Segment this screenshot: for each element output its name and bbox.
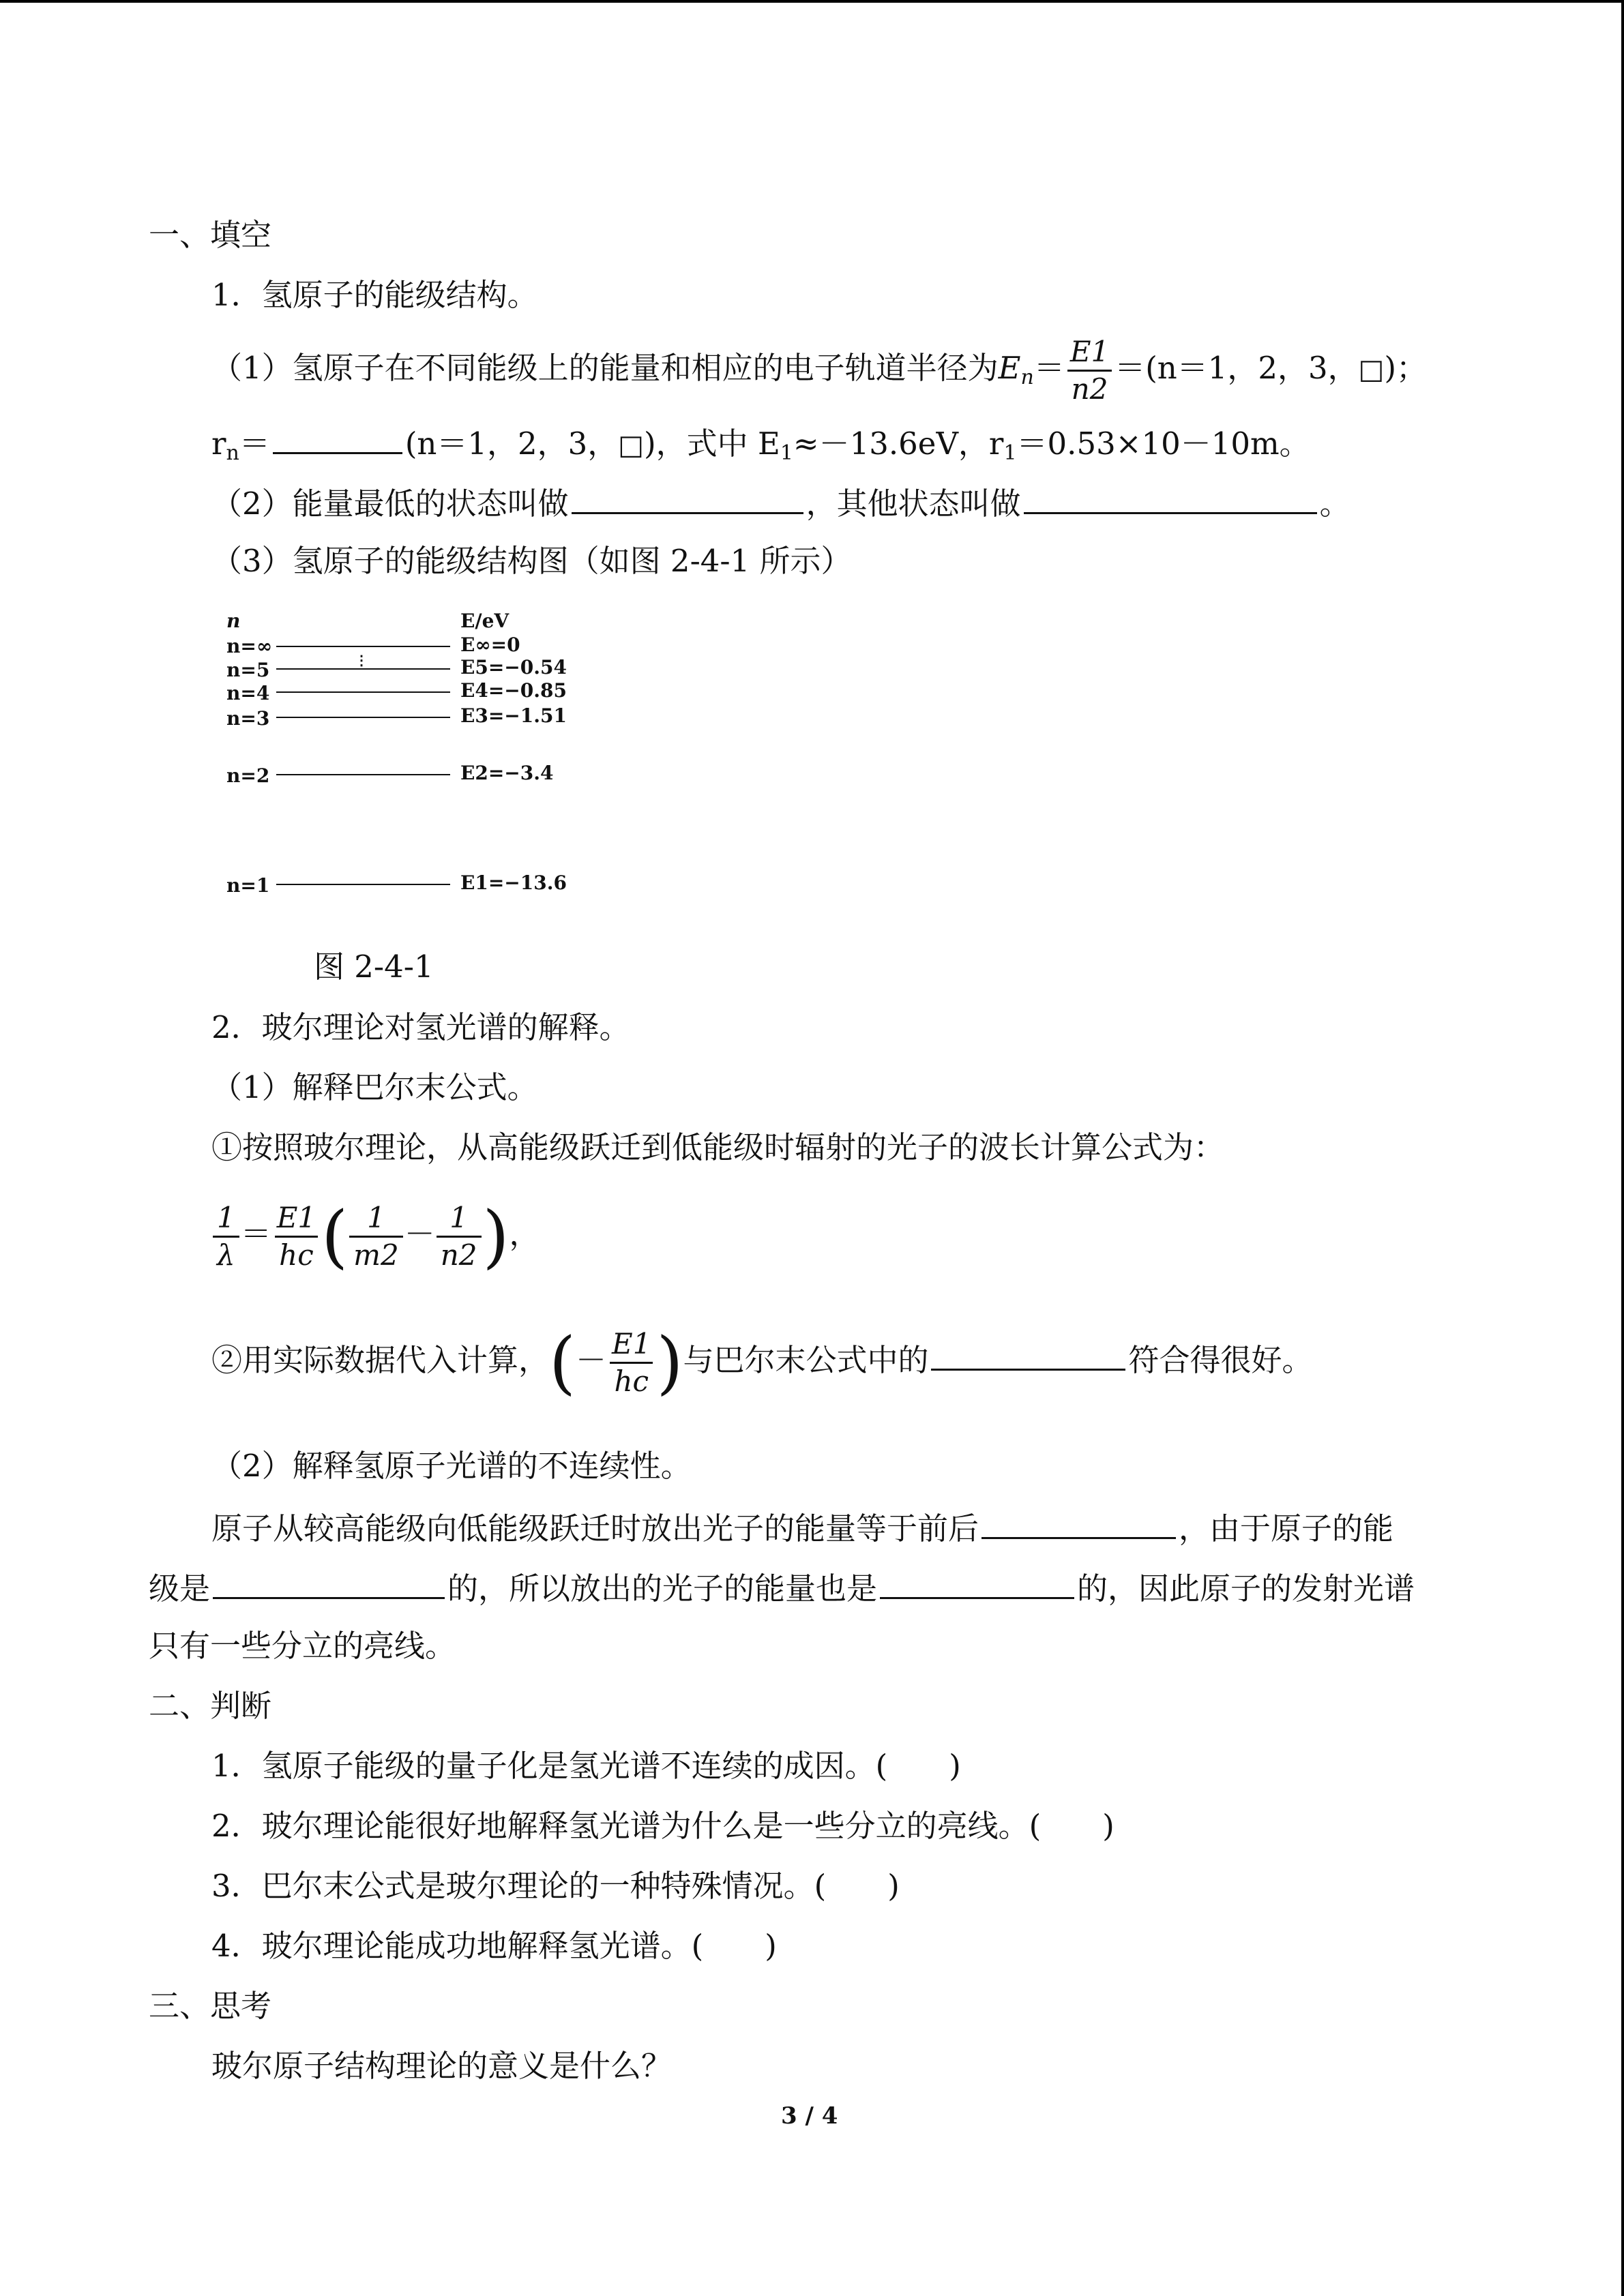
frac-1-m2-num: 1	[367, 1201, 385, 1234]
level-energy-n4: E4=−0.85	[460, 679, 567, 702]
balmer-explain: （1）解释巴尔末公式。	[211, 1069, 538, 1105]
discontinuity-explain: （2）解释氢原子光谱的不连续性。	[211, 1448, 692, 1484]
e1-sub: 1	[780, 441, 793, 465]
wavelength-formula	[211, 1196, 540, 1277]
photon-energy-line-2	[149, 1566, 1415, 1609]
frac-1-n2-den: n2	[437, 1236, 482, 1273]
energy-difference-blank[interactable]	[981, 1506, 1176, 1539]
radius-where: )，式中 E	[644, 426, 780, 462]
level-label-n-inf: n=∞	[226, 635, 273, 657]
diagram-intro: （3）氢原子的能级结构图（如图 2-4-1 所示）	[211, 543, 852, 579]
energy-formula-end: )；	[1384, 350, 1428, 386]
energy-symbol-sub: n	[1020, 366, 1034, 389]
energy-fraction-den: n2	[1067, 370, 1112, 407]
equals-sign: ＝	[1033, 350, 1065, 386]
excited-state-text: ，其他状态叫做	[806, 486, 1021, 522]
formula-minus: －	[404, 1216, 435, 1252]
rydberg-blank[interactable]	[931, 1337, 1125, 1371]
ground-state-blank[interactable]	[572, 481, 803, 514]
level-energy-n2: E2=−3.4	[460, 762, 554, 784]
figure-caption: 图 2-4-1	[314, 949, 434, 985]
radius-formula-line	[211, 421, 1310, 474]
frac-e1-hc-2-num: E1	[612, 1327, 651, 1360]
judge-item-3: 3．巴尔末公式是玻尔理论的一种特殊情况。( )	[211, 1868, 900, 1904]
frac-e1-hc-2	[608, 1326, 655, 1399]
judge-item-4: 4．玻尔理论能成功地解释氢光谱。( )	[211, 1928, 777, 1964]
radius-symbol-sub: n	[226, 441, 239, 465]
photon-energy-line-3: 只有一些分立的亮线。	[149, 1628, 456, 1664]
frac-e1-hc-den: hc	[275, 1236, 318, 1273]
radius-equals: ＝	[239, 426, 270, 462]
radius-blank[interactable]	[273, 421, 402, 454]
photon-energy-text-d: 的，所以放出的光子的能量也是	[447, 1570, 878, 1607]
frac-1-n2	[437, 1200, 482, 1273]
frac-inverse-lambda-den: λ	[213, 1236, 239, 1273]
level-energy-n3: E3=−1.51	[460, 704, 567, 727]
ground-state-end: 。	[1319, 486, 1350, 522]
judge-item-2: 2．玻尔理论能很好地解释氢光谱为什么是一些分立的亮线。( )	[211, 1808, 1114, 1844]
photon-energy-line-1	[211, 1506, 1393, 1549]
rydberg-compare-end: 符合得很好。	[1128, 1342, 1313, 1378]
frac-inverse-lambda	[213, 1200, 239, 1273]
radius-range: (n＝1，2，3，	[404, 426, 619, 462]
think-question: 玻尔原子结构理论的意义是什么？	[211, 2048, 673, 2084]
left-paren: (	[321, 1196, 349, 1277]
section-2-title: 二、判断	[149, 1688, 272, 1724]
rydberg-compare-mid: 与巴尔末公式中的	[683, 1342, 929, 1378]
ground-state-text: （2）能量最低的状态叫做	[211, 486, 569, 522]
energy-level-diagram	[218, 603, 628, 910]
page-edge-top	[0, 0, 1624, 3]
frac-inverse-lambda-num: 1	[217, 1201, 235, 1234]
question-1-title: 1．氢原子的能级结构。	[211, 277, 538, 313]
judge-item-1: 1．氢原子能级的量子化是氢光谱不连续的成因。( )	[211, 1748, 961, 1784]
ellipsis-dots-icon: ⋮	[355, 652, 368, 668]
rydberg-compare-line	[211, 1322, 1313, 1403]
section-3-title: 三、思考	[149, 1988, 272, 2024]
level-label-n1: n=1	[226, 874, 270, 897]
level-energy-n5: E5=−0.54	[460, 656, 567, 679]
level-label-n3: n=3	[226, 707, 270, 730]
photon-energy-text-e: 的，因此原子的发射光谱	[1077, 1570, 1415, 1607]
box-symbol: □	[618, 430, 645, 461]
frac-1-n2-num: 1	[449, 1201, 468, 1234]
level-label-n4: n=4	[226, 682, 270, 704]
level-label-n2: n=2	[226, 764, 270, 787]
ground-state-line	[211, 481, 1350, 524]
r1-sub: 1	[1003, 441, 1017, 465]
right-paren: )	[656, 1322, 683, 1403]
energy-symbol: E	[998, 350, 1021, 386]
left-paren: (	[549, 1322, 576, 1403]
level-label-n5: n=5	[226, 659, 270, 681]
page-edge-right	[1621, 0, 1624, 2296]
r1-value: ＝0.53×10－10m。	[1016, 426, 1310, 462]
excited-state-blank[interactable]	[1024, 481, 1317, 514]
formula-minus: －	[576, 1342, 607, 1378]
formula-comma: ，	[509, 1216, 540, 1252]
frac-e1-hc	[273, 1200, 320, 1273]
page-number: 3 / 4	[781, 2102, 838, 2130]
level-energy-inf: E∞=0	[460, 633, 520, 656]
e1-value: ≈－13.6eV，r	[793, 426, 1004, 462]
wavelength-intro: ①按照玻尔理论，从高能级跃迁到低能级时辐射的光子的波长计算公式为：	[211, 1129, 1225, 1165]
section-1-title: 一、填空	[149, 217, 272, 253]
frac-e1-hc-num: E1	[276, 1201, 316, 1234]
box-symbol: □	[1358, 354, 1385, 385]
energy-formula-text: （1）氢原子在不同能级上的能量和相应的电子轨道半径为	[211, 350, 999, 386]
energy-formula-range: ＝(n＝1，2，3，	[1114, 350, 1359, 386]
level-energy-n1: E1=−13.6	[460, 871, 567, 894]
energy-fraction-num: E1	[1069, 335, 1110, 368]
photon-energy-text-b: ，由于原子的能	[1179, 1510, 1394, 1547]
level-nature-blank[interactable]	[213, 1566, 445, 1599]
photon-energy-blank[interactable]	[880, 1566, 1074, 1599]
energy-axis-header: E/eV	[460, 610, 510, 632]
frac-1-m2	[349, 1200, 403, 1273]
photon-energy-text-a: 原子从较高能级向低能级跃迁时放出光子的能量等于前后	[211, 1510, 979, 1547]
right-paren: )	[482, 1196, 510, 1277]
photon-energy-text-c: 级是	[149, 1570, 211, 1607]
energy-formula-line	[211, 334, 1427, 407]
energy-fraction	[1066, 334, 1113, 407]
formula-equals: ＝	[240, 1216, 271, 1252]
frac-e1-hc-2-den: hc	[610, 1362, 653, 1399]
frac-1-m2-den: m2	[349, 1236, 403, 1273]
question-2-title: 2．玻尔理论对氢光谱的解释。	[211, 1009, 630, 1045]
n-axis-header: n	[226, 610, 241, 632]
radius-symbol: r	[211, 426, 226, 462]
rydberg-compare-text: ②用实际数据代入计算，	[211, 1342, 550, 1378]
